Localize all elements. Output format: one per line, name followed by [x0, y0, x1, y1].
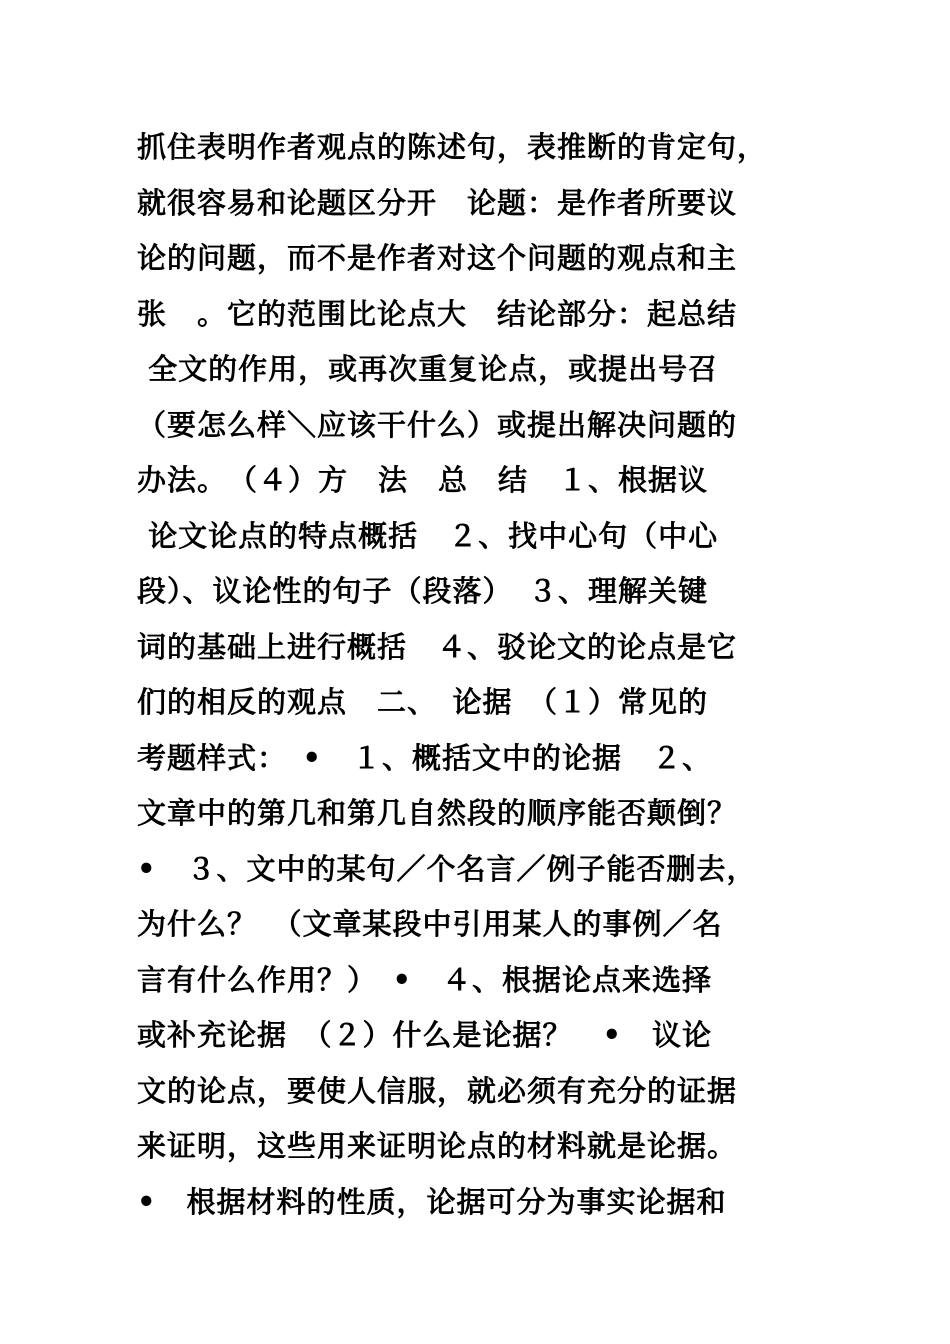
text-line-13: 文章中的第几和第几自然段的顺序能否颠倒？ — [137, 796, 738, 830]
body-text — [137, 120, 837, 1230]
text-line-3: 论的问题，而不是作者对这个问题的观点和主 — [137, 241, 738, 275]
text-line-18: 文的论点，要使人信服，就必须有充分的证据 — [137, 1073, 738, 1108]
text-line-6: （要怎么样＼应该干什么）或提出解决问题的 — [137, 407, 738, 442]
text-line-20: • 根据材料的性质，论据可分为事实论据和 — [137, 1184, 727, 1219]
text-line-17: 或补充论据 （２）什么是论据？ • 议论 — [137, 1018, 713, 1052]
text-line-5: 全文的作用，或再次重复论点，或提出号召 — [137, 352, 719, 386]
text-line-19: 来证明，这些用来证明论点的材料就是论据。 — [137, 1129, 738, 1163]
text-line-9: 段）、议论性的句子（段落） ３、理解关键 — [137, 574, 709, 608]
text-line-14: • ３、文中的某句／个名言／例子能否删去， — [137, 851, 757, 886]
text-line-15: 为什么？ （文章某段中引用某人的事例／名 — [137, 907, 723, 941]
text-line-2: 就很容易和论题区分开 论题：是作者所要议 — [137, 185, 738, 220]
text-line-1: 抓住表明作者观点的陈述句，表推断的肯定句， — [137, 130, 768, 164]
text-line-4: 张 。它的范围比论点大 结论部分：起总结 — [137, 296, 738, 331]
text-line-8: 论文论点的特点概括 ２、找中心句（中心 — [137, 518, 719, 553]
text-line-12: 考题样式： • １、概括文中的论据 ２、 — [137, 740, 713, 775]
text-line-7: 办法。 （４）方 法 总 结 １、根据议 — [137, 463, 709, 497]
text-line-11: 们的相反的观点 二、 论据 （１）常见的 — [137, 685, 709, 719]
text-line-16: 言有什么作用？） • ４、根据论点来选择 — [137, 962, 713, 997]
text-line-10: 词的基础上进行概括 ４、驳论文的论点是它 — [137, 629, 738, 664]
